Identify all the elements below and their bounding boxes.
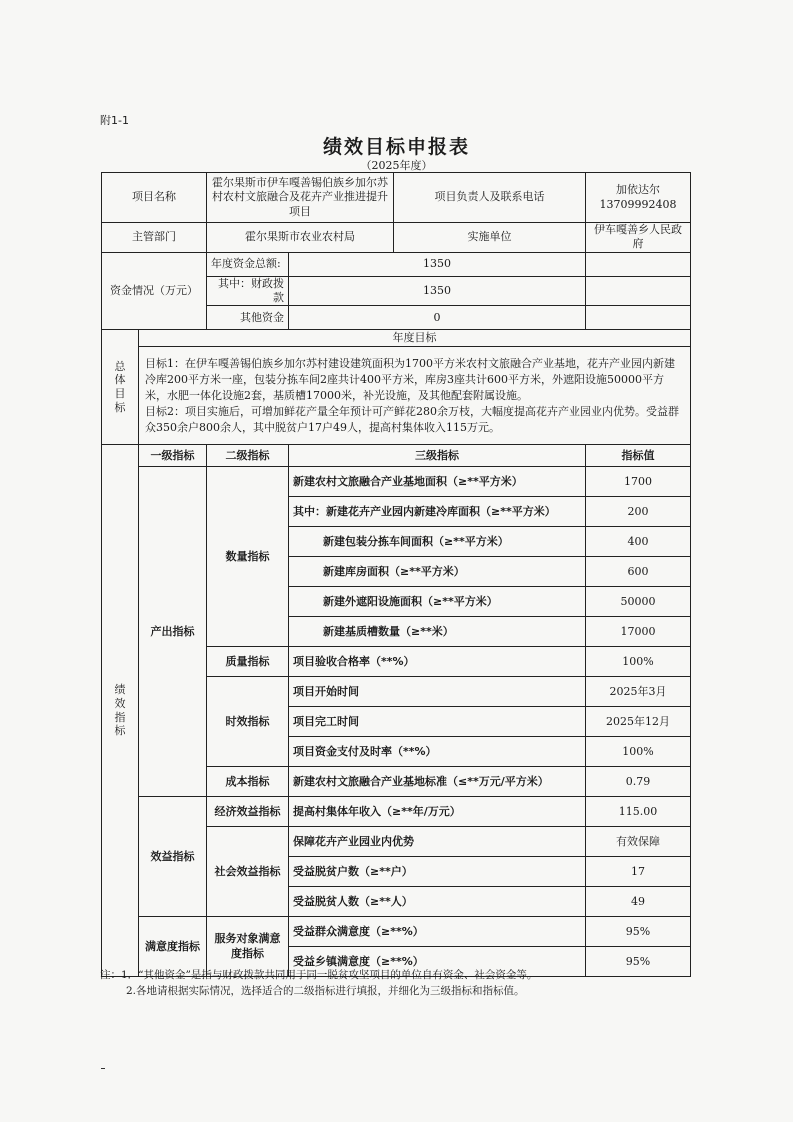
annual-goal-header: 年度目标: [139, 330, 691, 347]
level1-11: 效益指标: [139, 797, 207, 917]
unit-value: 伊车嘎善乡人民政府: [586, 223, 691, 253]
page-title: 绩效目标申报表: [322, 136, 470, 158]
indicator-name: 新建基质槽数量（≥**米）: [289, 617, 586, 647]
indicator-value: 2025年3月: [586, 677, 691, 707]
overall-goal-label: 总 体 目 标: [102, 330, 139, 445]
indicator-name: 其中：新建花卉产业园内新建冷库面积（≥**平方米）: [289, 497, 586, 527]
indicator-value: 50000: [586, 587, 691, 617]
performance-goal-table: [101, 172, 691, 977]
dept-label: 主管部门: [102, 223, 207, 253]
indicator-name: 新建外遮阳设施面积（≥**平方米）: [289, 587, 586, 617]
indicator-value: 49: [586, 887, 691, 917]
contact-label: 项目负责人及联系电话: [394, 173, 586, 223]
indicator-value: 115.00: [586, 797, 691, 827]
level2-15: 服务对象满意度指标: [207, 917, 289, 977]
funds-total-blank: [586, 252, 691, 276]
indicator-value: 17000: [586, 617, 691, 647]
indicator-name: 受益脱贫人数（≥**人）: [289, 887, 586, 917]
goal-1: 目标1：在伊车嘎善锡伯族乡加尔苏村建设建筑面积为1700平方米农村文旅融合产业基地，花卉产业园内新建冷库200平方米一座，包装分拣车间2座共计400平方米，库房3座共计600平方米，外遮阳设施50000平方米，水肥一体化设施2套，基质槽17000米，补光设施，及其他配套附属设施。: [145, 356, 675, 402]
level2-0: 数量指标: [207, 467, 289, 647]
funds-total-label: 年度资金总额:: [207, 252, 289, 276]
level1-0: 产出指标: [139, 467, 207, 797]
indicator-name: 受益脱贫户数（≥**户）: [289, 857, 586, 887]
indicator-name: 提高村集体年收入（≥**年/万元）: [289, 797, 586, 827]
level2-10: 成本指标: [207, 767, 289, 797]
page-mark: [101, 1068, 105, 1069]
col-level1: 一级指标: [139, 445, 207, 467]
notes: [100, 968, 537, 1000]
indicator-value: 100%: [586, 737, 691, 767]
funds-other-value: 0: [289, 306, 586, 330]
col-level2: 二级指标: [207, 445, 289, 467]
indicator-value: 95%: [586, 947, 691, 977]
indicator-name: 项目资金支付及时率（**%）: [289, 737, 586, 767]
note-1: 注：1．“其他资金”是指与财政拨款共同用于同一脱贫攻坚项目的单位自有资金、社会资金等。: [100, 969, 538, 981]
level2-6: 质量指标: [207, 647, 289, 677]
annual-goal-text: [139, 347, 691, 445]
project-name-value: 霍尔果斯市伊车嘎善锡伯族乡加尔苏村农村文旅融合及花卉产业推进提升项目: [207, 173, 394, 223]
indicator-value: 400: [586, 527, 691, 557]
note-2: 2.各地请根据实际情况，选择适合的二级指标进行填报，并细化为三级指标和指标值。: [126, 984, 525, 997]
col-level3: 三级指标: [289, 445, 586, 467]
indicator-value: 0.79: [586, 767, 691, 797]
indicator-value: 95%: [586, 917, 691, 947]
level2-7: 时效指标: [207, 677, 289, 767]
contact-value: 加依达尔 13709992408: [586, 173, 691, 223]
indicator-name: 项目开始时间: [289, 677, 586, 707]
indicator-name: 新建包装分拣车间面积（≥**平方米）: [289, 527, 586, 557]
indicator-value: 有效保障: [586, 827, 691, 857]
indicator-name: 受益乡镇满意度（≥**%）: [289, 947, 586, 977]
fiscal-year: （2025年度）: [360, 159, 433, 172]
indicator-name: 项目完工时间: [289, 707, 586, 737]
funds-fiscal-label: 其中：财政拨款: [207, 276, 289, 306]
indicator-value: 17: [586, 857, 691, 887]
indicator-name: 项目验收合格率（**%）: [289, 647, 586, 677]
indicator-name: 保障花卉产业园业内优势: [289, 827, 586, 857]
indicator-value: 100%: [586, 647, 691, 677]
indicator-name: 新建库房面积（≥**平方米）: [289, 557, 586, 587]
dept-value: 霍尔果斯市农业农村局: [207, 223, 394, 253]
attachment-label: 附1-1: [100, 114, 129, 127]
goal-2: 目标2：项目实施后，可增加鲜花产量全年预计可产鲜花280余万枝，大幅度提高花卉产业园业内优势。受益群众350余户800余人，其中脱贫户17户49人，提高村集体收入115万元。: [145, 404, 679, 434]
indicator-value: 600: [586, 557, 691, 587]
indicator-name: 受益群众满意度（≥**%）: [289, 917, 586, 947]
indicator-value: 2025年12月: [586, 707, 691, 737]
indicators-label: 绩 效 指 标: [102, 445, 139, 977]
level2-12: 社会效益指标: [207, 827, 289, 917]
indicator-name: 新建农村文旅融合产业基地标准（≤**万元/平方米）: [289, 767, 586, 797]
project-name-label: 项目名称: [102, 173, 207, 223]
funds-fiscal-blank: [586, 276, 691, 306]
indicator-value: 1700: [586, 467, 691, 497]
funds-fiscal-value: 1350: [289, 276, 586, 306]
col-value: 指标值: [586, 445, 691, 467]
funds-total-value: 1350: [289, 252, 586, 276]
level1-15: 满意度指标: [139, 917, 207, 977]
unit-label: 实施单位: [394, 223, 586, 253]
indicator-value: 200: [586, 497, 691, 527]
funds-other-blank: [586, 306, 691, 330]
funds-other-label: 其他资金: [207, 306, 289, 330]
indicator-name: 新建农村文旅融合产业基地面积（≥**平方米）: [289, 467, 586, 497]
funds-label: 资金情况（万元）: [102, 252, 207, 330]
level2-11: 经济效益指标: [207, 797, 289, 827]
